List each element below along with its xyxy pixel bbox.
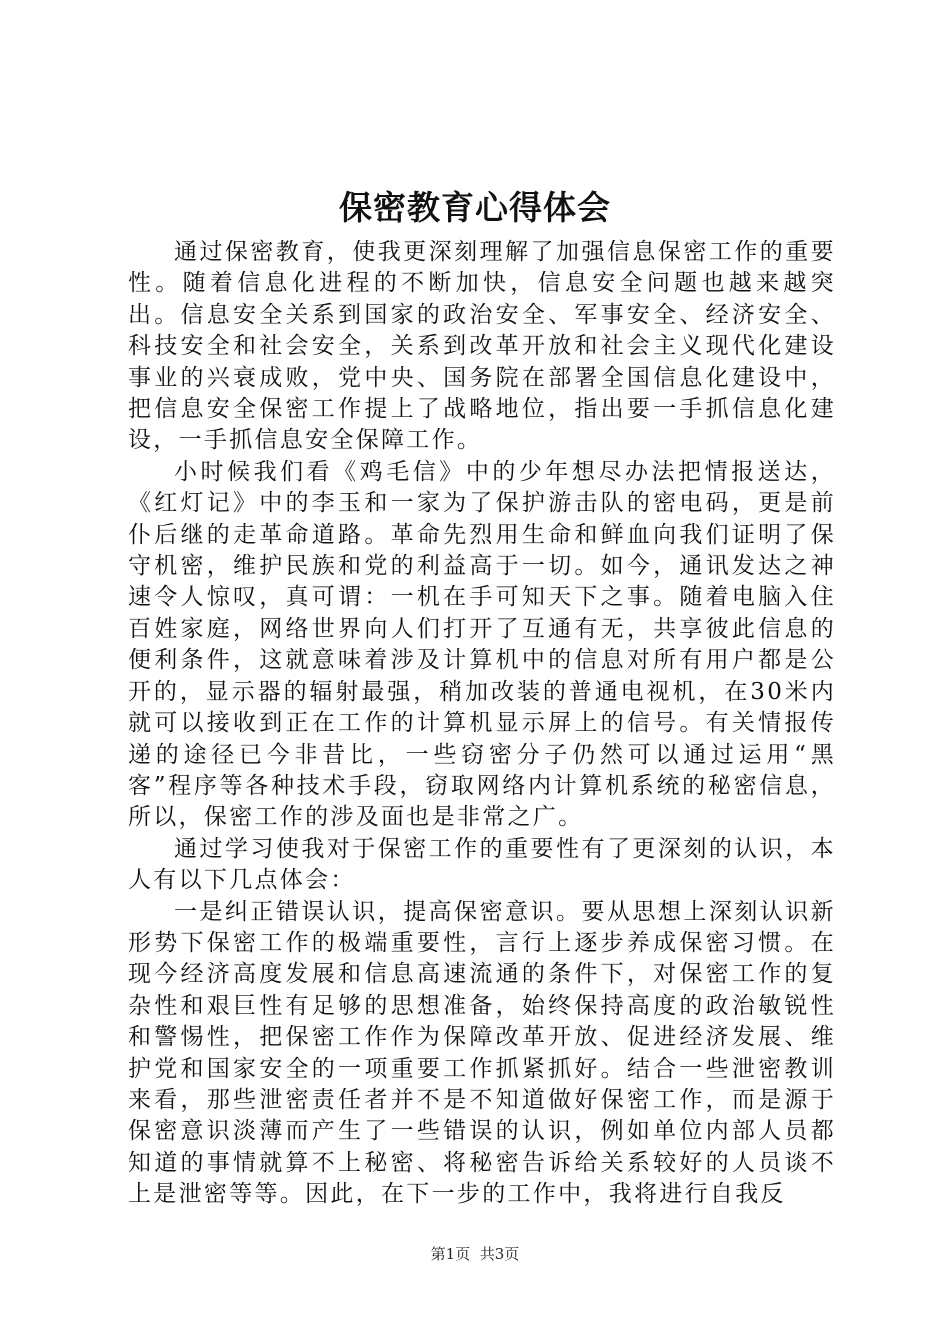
paragraph: 通过学习使我对于保密工作的重要性有了更深刻的认识，本人有以下几点体会： xyxy=(128,835,836,894)
page-number: 第1页 xyxy=(430,1245,471,1263)
paragraph: 通过保密教育，使我更深刻理解了加强信息保密工作的重要性。随着信息化进程的不断加快，信息安全问题也越来越突出。信息安全关系到国家的政治安全、军事安全、经济安全、科技安全和社会安全，关系到改革开放和社会主义现代化建设事业的兴衰成败，党中央、国务院在部署全国信息化建设中，把信息安全保密工作提上了战略地位，指出要一手抓信息化建设，一手抓信息安全保障工作。 xyxy=(128,239,836,454)
document-title: 保密教育心得体会 xyxy=(339,188,611,227)
footer-separator xyxy=(470,1245,480,1263)
paragraph: 小时候我们看《鸡毛信》中的少年想尽办法把情报送达，《红灯记》中的李玉和一家为了保护游击队的密电码，更是前仆后继的走革命道路。革命先烈用生命和鲜血向我们证明了保守机密，维护民族和党的利益高于一切。如今，通讯发达之神速令人惊叹，真可谓：一机在手可知天下之事。随着电脑入住百姓家庭，网络世界向人们打开了互通有无，共享彼此信息的便利条件，这就意味着涉及计算机中的信息对所有用户都是公开的，显示器的辐射最强，稍加改装的普通电视机，在30米内就可以接收到正在工作的计算机显示屏上的信号。有关情报传递的途径已今非昔比，一些窃密分子仍然可以通过运用“黑客”程序等各种技术手段，窃取网络内计算机系统的秘密信息，所以，保密工作的涉及面也是非常之广。 xyxy=(128,458,836,831)
page-total: 共3页 xyxy=(479,1245,520,1263)
page-footer xyxy=(0,1243,950,1265)
paragraph: 一是纠正错误认识，提高保密意识。要从思想上深刻认识新形势下保密工作的极端重要性，言行上逐步养成保密习惯。在现今经济高度发展和信息高速流通的条件下，对保密工作的复杂性和艰巨性有足够的思想准备，始终保持高度的政治敏锐性和警惕性，把保密工作作为保障改革开放、促进经济发展、维护党和国家安全的一项重要工作抓紧抓好。结合一些泄密教训来看，那些泄密责任者并不是不知道做好保密工作，而是源于保密意识淡薄而产生了一些错误的认识，例如单位内部人员都知道的事情就算不上秘密、将秘密告诉给关系较好的人员谈不上是泄密等等。因此，在下一步的工作中，我将进行自我反 xyxy=(128,898,836,1208)
document-body xyxy=(128,237,836,1211)
